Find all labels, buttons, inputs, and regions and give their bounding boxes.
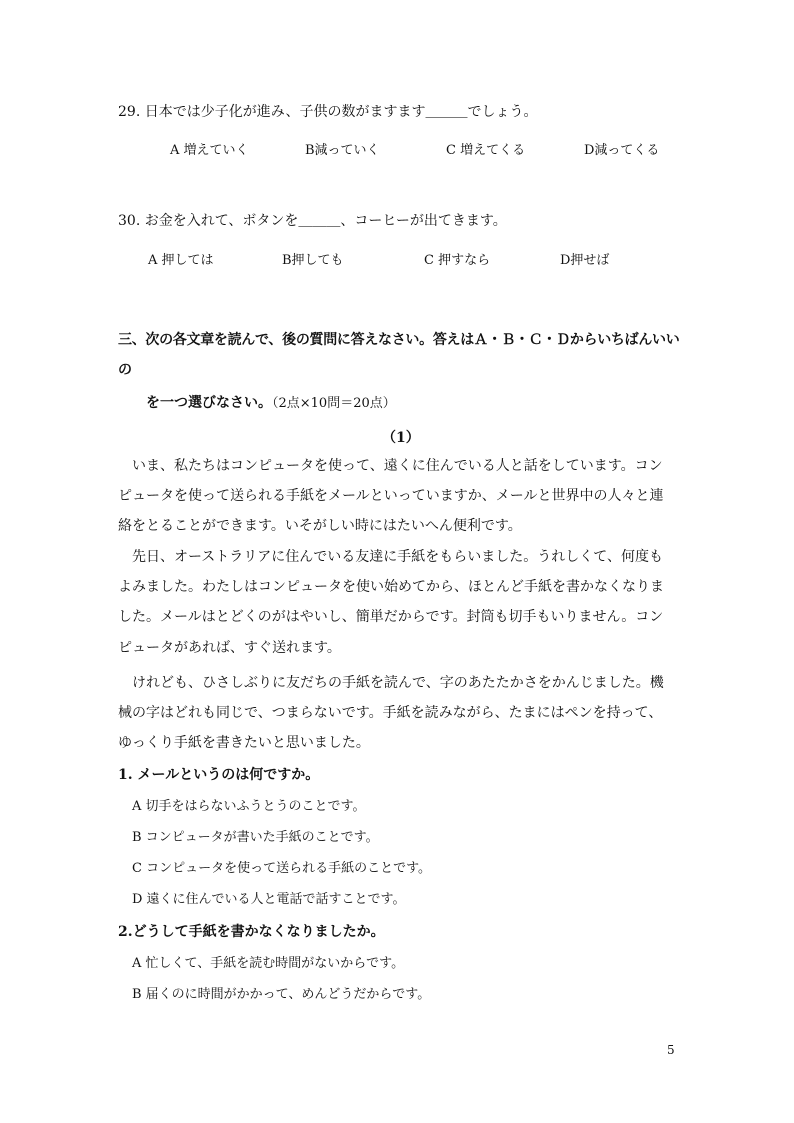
- q29-option-b: B減っていく: [305, 143, 380, 158]
- instruction-text: を一つ選びなさい。: [146, 395, 272, 411]
- q2-option-a: A 忙しくて、手紙を読む時間がないからです。: [132, 956, 405, 971]
- question-1: 1. メールというのは何ですか。: [118, 767, 320, 783]
- passage-line: 械の字はどれも同じで、つまらないです。手紙を読みながら、たまにはペンを持って、: [118, 705, 663, 721]
- passage-line: ピュータがあれば、すぐ送れます。: [118, 640, 341, 656]
- passage-number: （1）: [382, 430, 420, 446]
- passage-line: よみました。わたしはコンピュータを使い始めてから、ほとんど手紙を書かなくなりま: [118, 579, 664, 595]
- passage-line: した。メールはとどくのがはやいし、簡単だからです。封筒も切手もいりません。コン: [118, 609, 664, 625]
- q30-option-b: B押しても: [282, 253, 344, 268]
- question-30: 30. お金を入れて、ボタンを＿＿＿、コーヒーが出てきます。: [118, 213, 507, 229]
- score-note: （2点×10問＝20点）: [272, 396, 396, 411]
- section-heading-cont: の: [118, 362, 132, 378]
- q1-option-b: B コンピュータが書いた手紙のことです。: [132, 830, 379, 845]
- section-heading: 三、次の各文章を読んで、後の質問に答えなさい。答えはＡ・Ｂ・Ｃ・Ｄからいちばんいい: [118, 332, 680, 348]
- passage-line: ゆっくり手紙を書きたいと思いました。: [118, 735, 370, 751]
- question-29: 29. 日本では少子化が進み、子供の数がますます＿＿＿でしょう。: [118, 104, 538, 120]
- q1-option-a: A 切手をはらないふうとうのことです。: [132, 799, 366, 814]
- question-2: 2.どうして手紙を書かなくなりましたか。: [118, 924, 385, 940]
- passage-line: 絡をとることができます。いそがしい時にはたいへん便利です。: [118, 518, 522, 534]
- q29-option-c: C 増えてくる: [446, 143, 526, 158]
- passage-line: ピュータを使って送られる手紙をメールといっていますか、メールと世界中の人々と連: [118, 488, 664, 504]
- q1-option-c: C コンピュータを使って送られる手紙のことです。: [132, 861, 432, 876]
- q30-option-d: D押せば: [560, 253, 610, 268]
- passage-line: けれども、ひさしぶりに友だちの手紙を読んで、字のあたたかさをかんじました。機: [118, 675, 664, 691]
- q1-option-d: D 遠くに住んでいる人と電話で話すことです。: [132, 892, 406, 907]
- q2-option-b: B 届くのに時間がかかって、めんどうだからです。: [132, 987, 431, 1002]
- q30-option-a: A 押しては: [148, 253, 214, 268]
- page-number: 5: [667, 1043, 675, 1057]
- section-instruction: [146, 393, 396, 414]
- passage-line: いま、私たちはコンピュータを使って、遠くに住んでいる人と話をしています。コン: [118, 458, 663, 474]
- q29-option-d: D減ってくる: [584, 143, 660, 158]
- q29-option-a: A 増えていく: [170, 143, 249, 158]
- passage-line: 先日、オーストラリアに住んでいる友達に手紙をもらいました。うれしくて、何度も: [118, 549, 664, 565]
- q30-option-c: C 押すなら: [424, 253, 491, 268]
